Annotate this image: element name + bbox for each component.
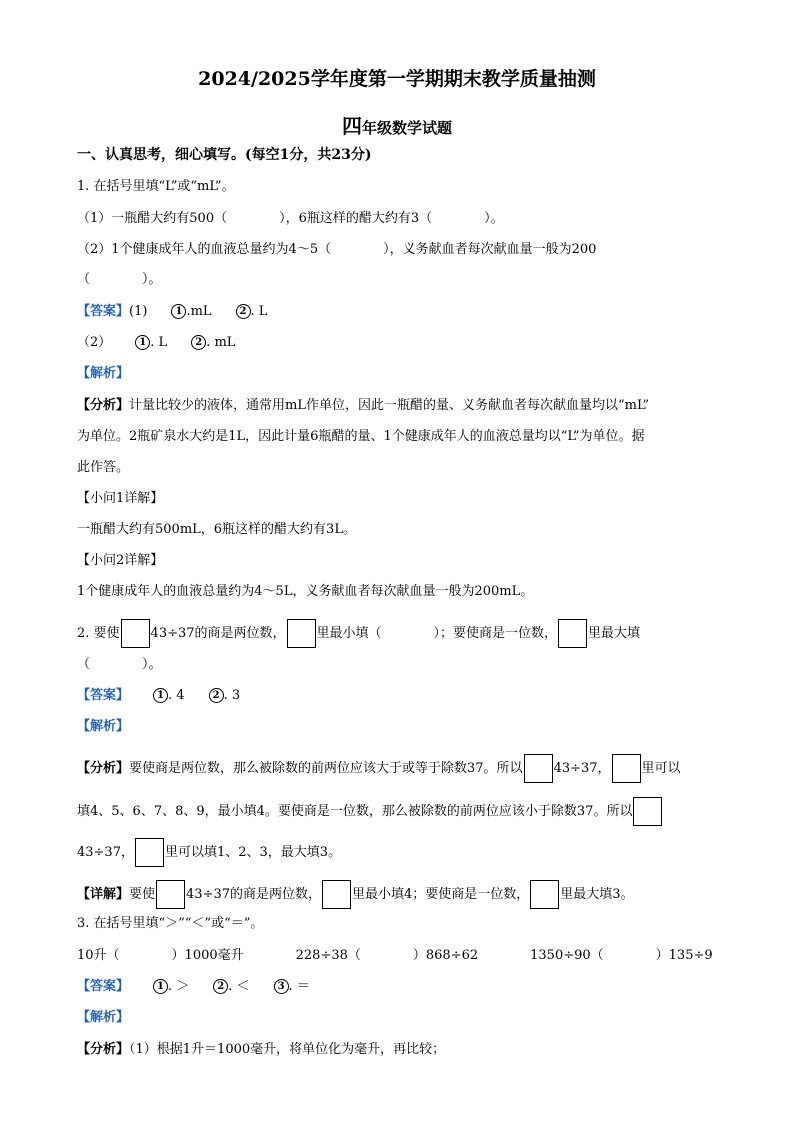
q3-fenxi-a: [77, 1041, 734, 1059]
q3-item: 228÷38（ ）868÷62: [295, 948, 479, 963]
q1-answer-line1: [77, 303, 734, 321]
detail-tag: 【详解】: [77, 887, 130, 902]
q1-sub1-head: 【小问1详解】: [77, 491, 164, 506]
section-heading: 一、认真思考，细心填写。(每空1分，共23分): [77, 147, 372, 163]
fenxi-tag: 【分析】: [77, 398, 130, 413]
q2-text: 2. 要使: [77, 626, 120, 641]
answer-tag: 【答案】: [77, 304, 130, 319]
answer-value: . 4: [168, 688, 185, 703]
answer-value: . ＝: [288, 979, 310, 994]
fenxi-text: 填4、5、6、7、8、9，最小填4。要使商是一位数，那么被除数的前两位应该小于除数37。所以: [77, 804, 633, 819]
detail-text: 里最小填4；要使商是一位数，: [352, 887, 530, 902]
blank-box: [524, 754, 553, 783]
fenxi-text: 要使商是两位数，那么被除数的前两位应该大于或等于除数37。所以: [129, 761, 523, 776]
analysis-tag: 【解析】: [77, 1010, 130, 1025]
fenxi-text: 里可以填1、2、3，最大填3。: [164, 845, 342, 860]
blank-box: [530, 880, 559, 909]
q2-fenxi-c: [77, 838, 734, 867]
q1-sub2-body: 1个健康成年人的血液总量约为4～5L，义务献血者每次献血量一般为200mL。: [77, 584, 534, 599]
circle-number: 1: [153, 979, 168, 994]
q3-answer: [77, 978, 734, 996]
q1-part2b: （ ）。: [77, 272, 162, 287]
circle-number: 1: [135, 335, 150, 350]
detail-text: 43÷37的商是两位数，: [186, 887, 322, 902]
q2-answer: [77, 687, 734, 705]
q3-item: 10升（ ）1000毫升: [77, 948, 244, 963]
blank-box: [612, 754, 641, 783]
circle-number: 2: [213, 979, 228, 994]
q1-answer-line2: [77, 334, 734, 352]
circle-number: 3: [274, 979, 289, 994]
q2-detail: [77, 880, 734, 909]
circle-number: 2: [191, 335, 206, 350]
answer-prefix: (1): [129, 304, 148, 319]
fenxi-text: 里可以: [641, 761, 681, 776]
answer-value: .mL: [186, 304, 212, 319]
blank-box: [121, 619, 150, 648]
q2-text: 里最小填（ ）；要使商是一位数，: [316, 626, 558, 641]
q2-stem-line1: [77, 619, 734, 648]
blank-box: [322, 880, 351, 909]
answer-tag: 【答案】: [77, 688, 130, 703]
q2-fenxi-a: [77, 754, 734, 783]
detail-text: 要使: [129, 887, 156, 902]
grade-char: 四: [341, 114, 362, 138]
fenxi-tag: 【分析】: [77, 1042, 130, 1057]
analysis-tag: 【解析】: [77, 719, 130, 734]
q1-part1: （1）一瓶醋大约有500（ ），6瓶这样的醋大约有3（ ）。: [77, 211, 504, 226]
q1-sub1-body: 一瓶醋大约有500mL，6瓶这样的醋大约有3L。: [77, 522, 356, 537]
answer-value: . ＜: [228, 979, 250, 994]
q1-part2a: （2）1个健康成年人的血液总量约为4～5（ ），义务献血者每次献血量一般为200: [77, 242, 597, 257]
q1-stem: 1. 在括号里填“L”或“mL”。: [77, 179, 235, 194]
blank-box: [558, 619, 587, 648]
q1-fenxi-c: 此作答。: [77, 460, 130, 475]
answer-tag: 【答案】: [77, 979, 130, 994]
page-subtitle: [0, 110, 794, 139]
q3-stem: 3. 在括号里填“＞”“＜”或“＝”。: [77, 916, 264, 931]
q2-text: 43÷37的商是两位数，: [150, 626, 286, 641]
circle-number: 2: [236, 304, 251, 319]
fenxi-text: （1）根据1升＝1000毫升，将单位化为毫升，再比较；: [129, 1042, 446, 1057]
fenxi-tag: 【分析】: [77, 761, 130, 776]
answer-value: . L: [150, 335, 168, 350]
answer-value: . ＞: [168, 979, 190, 994]
analysis-tag: 【解析】: [77, 366, 130, 381]
answer-prefix: （2）: [77, 335, 112, 350]
fenxi-text: 计量比较少的液体，通常用mL作单位，因此一瓶醋的量、义务献血者每次献血量均以“mL”: [129, 398, 650, 413]
q1-fenxi-b: 为单位。2瓶矿泉水大约是1L，因此计量6瓶醋的量、1个健康成年人的血液总量均以“L”为单位。据: [77, 429, 645, 444]
answer-value: . L: [250, 304, 268, 319]
fenxi-text: 43÷37，: [553, 761, 611, 776]
answer-value: . mL: [206, 335, 236, 350]
circle-number: 1: [171, 304, 186, 319]
q2-text: 里最大填: [588, 626, 641, 641]
page-title: 2024/2025学年度第一学期期末教学质量抽测: [198, 68, 596, 90]
q3-item: 1350÷90（ ）135÷9: [530, 948, 713, 963]
q1-fenxi-a: [77, 397, 734, 415]
circle-number: 1: [153, 688, 168, 703]
circle-number: 2: [209, 688, 224, 703]
subtitle-rest: 年级数学试题: [361, 119, 452, 137]
q2-stem-line2: （ ）。: [77, 657, 162, 672]
blank-box: [287, 619, 316, 648]
q1-sub2-head: 【小问2详解】: [77, 553, 164, 568]
blank-box: [135, 838, 164, 867]
answer-value: . 3: [223, 688, 241, 703]
fenxi-text: 43÷37，: [77, 845, 134, 860]
q3-items: [77, 947, 734, 965]
blank-box: [156, 880, 185, 909]
blank-box: [633, 797, 662, 826]
detail-text: 里最大填3。: [560, 887, 634, 902]
q2-fenxi-b: [77, 797, 734, 826]
